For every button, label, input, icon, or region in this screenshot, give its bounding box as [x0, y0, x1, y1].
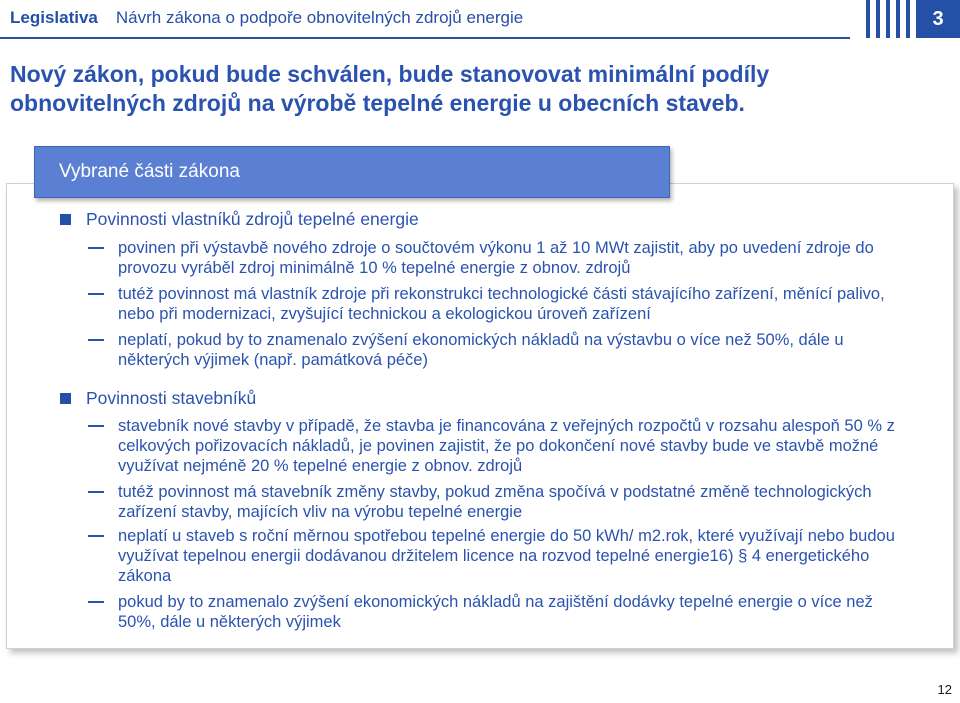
square-bullet-icon — [60, 393, 71, 404]
list-item — [88, 284, 908, 324]
section-heading — [60, 209, 419, 230]
decor-bar — [886, 0, 890, 38]
slide-headline — [10, 60, 940, 118]
square-bullet-icon — [60, 214, 71, 225]
list-item-text: pokud by to znamenalo zvýšení ekonomických nákladů na zajištění dodávky tepelné energie o více než 50%, dále u některých výjimek — [118, 593, 873, 631]
dash-bullet-icon — [88, 293, 104, 295]
list-item — [88, 592, 908, 632]
dash-bullet-icon — [88, 491, 104, 493]
list-item-text: tutéž povinnost má vlastník zdroje při rekonstrukci technologické části stávajícího zařízení, měnící palivo, nebo při modernizaci, zvyšující technickou a ekologickou úroveň zařízení — [118, 285, 885, 323]
list-item-text: tutéž povinnost má stavebník změny stavby, pokud změna spočívá v podstatné změně technologických zařízení stavby, majících vliv na výrobu tepelné energie — [118, 483, 872, 521]
list-item — [88, 482, 908, 522]
list-item-text: neplatí u staveb s roční měrnou spotřebou tepelné energie do 50 kWh/ m2.rok, které využívají nebo budou využívat tepelnou energii dodávanou držitelem licence na rozvod tepelné energie16) § 4 energetického zákona — [118, 527, 895, 585]
list-item-text: stavebník nové stavby v případě, že stavba je financována z veřejných rozpočtů v rozsahu alespoň 50 % z celkových pořizovacích nákladů, je povinen zajistit, že po dokončení nové stavby bude ve stavbě možné využívat nejméně 20 % tepelné energie z obnov. zdrojů — [118, 417, 895, 475]
dash-bullet-icon — [88, 339, 104, 341]
headline-line-1: Nový zákon, pokud bude schválen, bude stanovovat minimální podíly — [10, 61, 770, 87]
section-title: Povinnosti vlastníků zdrojů tepelné energie — [86, 209, 419, 229]
section-title: Povinnosti stavebníků — [86, 388, 257, 408]
section-number-badge: 3 — [916, 0, 960, 38]
list-item — [88, 416, 908, 476]
list-item — [88, 238, 908, 278]
header-title-rest: Návrh zákona o podpoře obnovitelných zdrojů energie — [115, 8, 524, 27]
decor-bar — [906, 0, 910, 38]
dash-bullet-icon — [88, 425, 104, 427]
list-item — [88, 330, 908, 370]
decor-bar — [866, 0, 870, 38]
decor-bar — [876, 0, 880, 38]
slide-header — [0, 0, 960, 37]
dash-bullet-icon — [88, 601, 104, 603]
decor-bar — [896, 0, 900, 38]
headline-line-2: obnovitelných zdrojů na výrobě tepelné energie u obecních staveb. — [10, 90, 745, 116]
list-item — [88, 526, 908, 586]
header-divider — [0, 37, 850, 39]
dash-bullet-icon — [88, 535, 104, 537]
header-title-strong: Legislativa — [10, 8, 98, 27]
header-title — [10, 8, 523, 28]
page-number: 12 — [937, 682, 952, 697]
panel-tab-title: Vybrané části zákona — [34, 146, 670, 198]
section-heading — [60, 388, 256, 409]
dash-bullet-icon — [88, 247, 104, 249]
list-item-text: povinen při výstavbě nového zdroje o součtovém výkonu 1 až 10 MWt zajistit, aby po uvedení zdroje do provozu vyráběl zdroj minimálně 10 % tepelné energie z obnov. zdrojů — [118, 239, 874, 277]
list-item-text: neplatí, pokud by to znamenalo zvýšení ekonomických nákladů na výstavbu o více než 50%, dále u některých výjimek (např. památková péče) — [118, 331, 844, 369]
